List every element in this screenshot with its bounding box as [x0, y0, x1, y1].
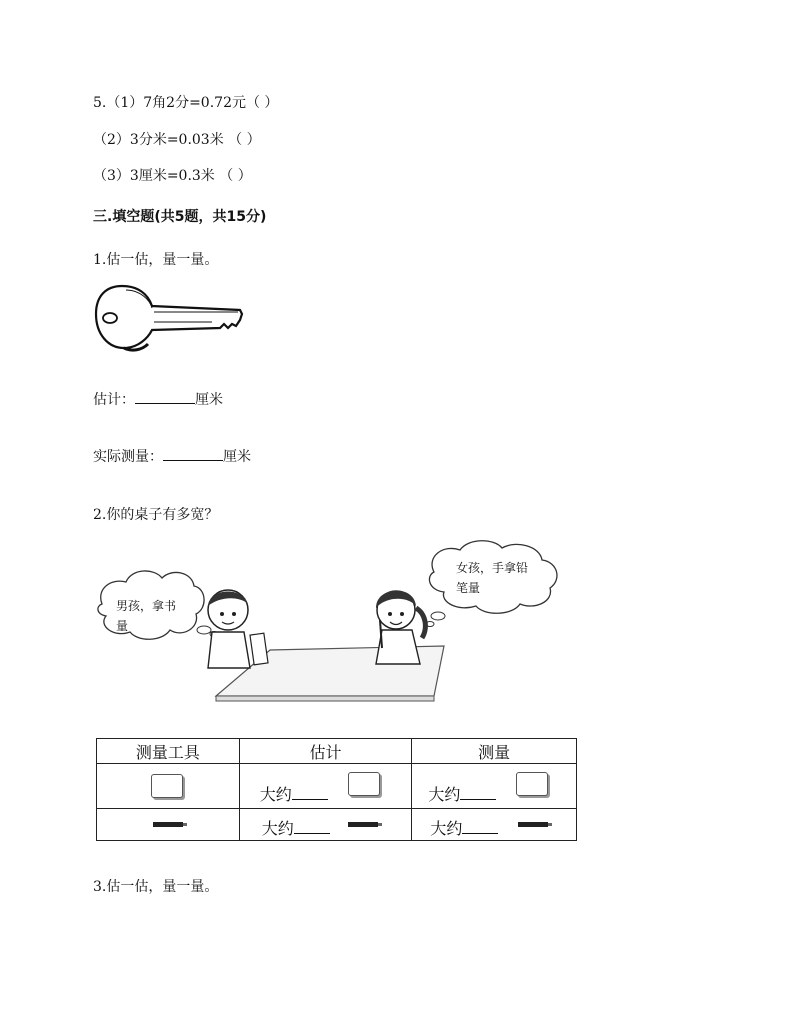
table-header-row — [97, 739, 577, 764]
girl-bubble-text — [456, 558, 528, 598]
actual-label: 实际测量： — [93, 449, 163, 465]
estimate-unit: 厘米 — [195, 392, 223, 408]
question-3-prompt: 3.估一估，量一量。 — [93, 879, 219, 895]
boy-bubble-line-2: 量 — [116, 619, 129, 633]
tool-pencil-cell — [97, 809, 240, 841]
actual-unit: 厘米 — [223, 449, 251, 465]
header-measure: 测量 — [412, 739, 577, 764]
about-label: 大约 — [430, 819, 463, 838]
girl-figure — [376, 590, 425, 664]
judge-item-1: 5.（1）7角2分=0.72元（ ） — [93, 95, 279, 111]
book-icon — [516, 772, 548, 796]
tool-book-cell — [97, 764, 240, 809]
judge-item-2: （2）3分米=0.03米 （ ） — [93, 132, 261, 148]
key-image — [92, 282, 244, 354]
measure-pencil-answer — [430, 816, 498, 839]
table-row — [97, 809, 577, 841]
estimate-book-answer — [260, 782, 328, 805]
section-title: 三.填空题(共5题，共15分) — [93, 209, 267, 225]
measure-pencil-cell — [412, 809, 577, 841]
answer-blank[interactable] — [460, 783, 496, 800]
book-icon — [348, 772, 380, 796]
girl-bubble-line-1: 女孩，手拿铅 — [456, 561, 529, 575]
measure-book-cell — [412, 764, 577, 809]
pencil-icon — [518, 822, 548, 827]
estimate-book-cell — [239, 764, 412, 809]
measurement-table — [96, 738, 577, 841]
boy-bubble-text — [116, 596, 176, 636]
actual-line — [93, 446, 251, 466]
answer-blank[interactable] — [292, 783, 328, 800]
boy-bubble-line-1: 男孩，拿书 — [116, 599, 177, 613]
answer-blank[interactable] — [294, 817, 330, 834]
boy-figure — [208, 590, 268, 668]
header-estimate: 估计 — [239, 739, 412, 764]
girl-bubble-line-2: 笔量 — [456, 581, 481, 595]
measure-book-answer — [428, 782, 496, 805]
estimate-line — [93, 389, 223, 409]
about-label: 大约 — [261, 819, 294, 838]
question-2-prompt: 2.你的桌子有多宽？ — [93, 507, 219, 523]
pencil-icon — [348, 822, 378, 827]
pencil-icon — [153, 822, 183, 827]
estimate-pencil-cell — [239, 809, 412, 841]
answer-blank[interactable] — [462, 817, 498, 834]
actual-blank[interactable] — [163, 446, 223, 461]
table-row — [97, 764, 577, 809]
about-label: 大约 — [428, 785, 461, 804]
book-icon — [151, 774, 183, 798]
bubble-dot — [431, 612, 445, 620]
desk-edge — [216, 696, 434, 701]
about-label: 大约 — [259, 785, 292, 804]
desk-illustration — [92, 538, 572, 708]
bubble-dot — [197, 626, 211, 634]
judge-item-3: （3）3厘米=0.3米 （ ） — [93, 168, 252, 184]
estimate-blank[interactable] — [135, 389, 195, 404]
estimate-label: 估计： — [93, 392, 135, 408]
header-tool: 测量工具 — [97, 739, 240, 764]
estimate-pencil-answer — [262, 816, 330, 839]
question-1-prompt: 1.估一估，量一量。 — [93, 252, 219, 268]
